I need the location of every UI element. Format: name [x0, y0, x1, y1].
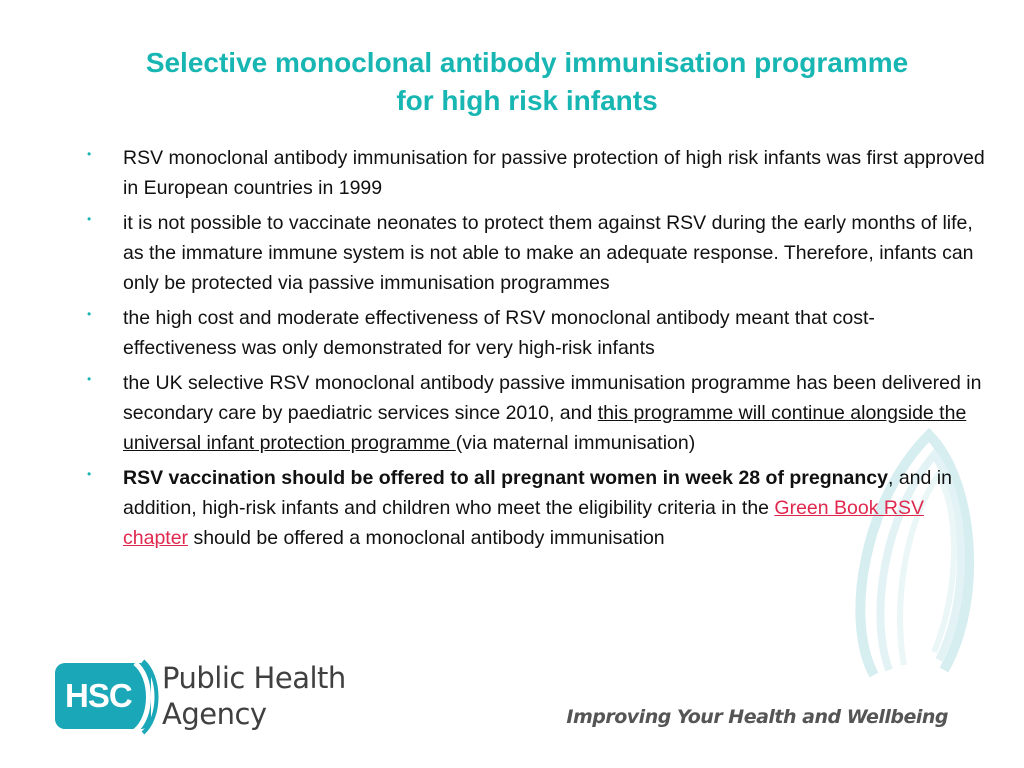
- bullet-text-end: should be offered a monoclonal antibody immunisation: [188, 527, 665, 549]
- bullet-item: [82, 303, 987, 363]
- title-line-1: Selective monoclonal antibody immunisation programme: [145, 47, 909, 78]
- bullet-text-end: (via maternal immunisation): [455, 432, 696, 454]
- logo-arc-icon: [129, 659, 159, 735]
- org-name-line-2: Agency: [162, 697, 267, 731]
- green-book-rsv-chapter-link[interactable]: Green Book RSV chapter: [123, 497, 924, 549]
- bullet-list: [82, 143, 987, 558]
- hsc-logo-mark: HSC: [55, 663, 151, 729]
- bullet-marker: •: [87, 467, 92, 481]
- bullet-text: , and in addition, high-risk infants and children who meet the eligibility criteria in the: [123, 467, 952, 519]
- tagline: Improving Your Health and Wellbeing: [566, 706, 948, 728]
- bullet-marker: •: [87, 147, 92, 161]
- bullet-text: the high cost and moderate effectiveness of RSV monoclonal antibody meant that cost-effectiveness was only demonstrated for very high-risk infants: [123, 307, 875, 359]
- bullet-text: RSV monoclonal antibody immunisation for passive protection of high risk infants was first approved in European countries in 1999: [123, 147, 985, 199]
- hsc-public-health-agency-logo: [55, 659, 355, 739]
- bullet-item: [82, 143, 987, 203]
- org-name-line-1: Public Health: [162, 661, 346, 695]
- bullet-underlined-text: this programme will continue alongside the universal infant protection programme: [123, 402, 967, 454]
- slide-title: [60, 44, 994, 120]
- bullet-bold-text: RSV vaccination should be offered to all pregnant women in week 28 of pregnancy: [123, 467, 888, 489]
- bullet-item: [82, 368, 987, 458]
- title-line-2: for high risk infants: [396, 85, 658, 116]
- bullet-text: it is not possible to vaccinate neonates to protect them against RSV during the early months of life, as the immature immune system is not able to make an adequate response. Therefore, infants can only be protected via passive immunisation programmes: [123, 212, 974, 294]
- bullet-item: [82, 463, 987, 553]
- bullet-marker: •: [87, 372, 92, 386]
- bullet-item: [82, 208, 987, 298]
- bullet-text: the UK selective RSV monoclonal antibody passive immunisation programme has been delivered in secondary care by paediatric services since 2010, and: [123, 372, 982, 424]
- bullet-marker: •: [87, 212, 92, 226]
- bullet-marker: •: [87, 307, 92, 321]
